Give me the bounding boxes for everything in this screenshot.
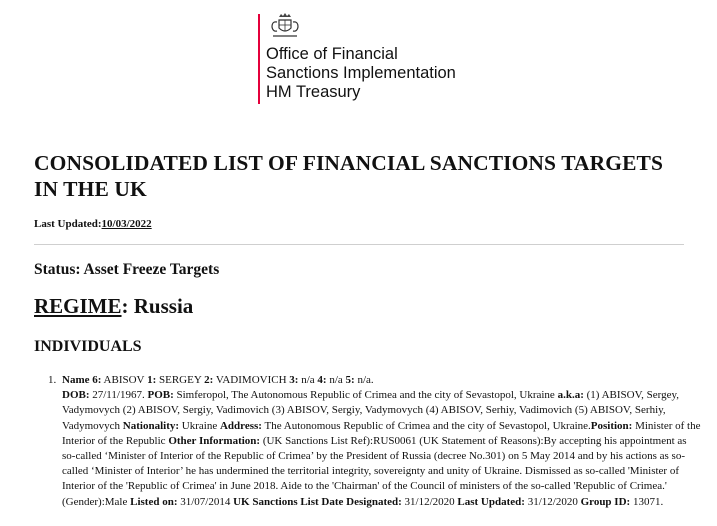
organisation-name: [266, 45, 456, 102]
last-updated-date: 10/03/2022: [101, 218, 152, 230]
org-line-2: Sanctions Implementation: [266, 64, 456, 82]
org-line-3: HM Treasury: [266, 83, 361, 101]
section-heading: INDIVIDUALS: [34, 338, 142, 355]
other-info-value: (UK Sanctions List Ref):RUS0061 (UK Statement of Reasons):By accepting his appointment as so-called ‘Minister of Interior of the Republic of Crimea’ by the President of Russia (decree No.301) on 5 May 2014 and by his actions as so-called ‘Minister of Interior’ he has undermined the territorial integrity, sovereignty and unity of Ukraine. Dismissed as so-called 'Minister of Interior of the 'Republic of Crimea' in June 2018. Aide to the 'Chairman' of the Council of ministers of the so-called 'Republic of Crimea.' (Gender):Male: [62, 434, 687, 508]
last-updated: [34, 218, 152, 230]
name-3: n/a: [298, 374, 318, 386]
position-value: Minister of the Interior of the Republic: [62, 419, 701, 447]
address-value: The Autonomous Republic of Crimea and the city of Sevastopol, Ukraine.: [261, 419, 591, 432]
dob-label: DOB:: [62, 389, 90, 402]
royal-coat-of-arms-icon: [268, 12, 302, 42]
pob-label: POB:: [147, 389, 174, 402]
regime-label: REGIME: [34, 294, 122, 318]
org-line-1: Office of Financial: [266, 45, 398, 63]
pob-value: Simferopol, The Autonomous Republic of Crimea and the city of Sevastopol, Ukraine: [173, 389, 558, 402]
name-6: ABISOV: [101, 374, 148, 386]
regime-value: Russia: [128, 294, 194, 318]
document-title: CONSOLIDATED LIST OF FINANCIAL SANCTIONS TARGETS IN THE UK: [34, 151, 664, 201]
name-4: n/a: [326, 374, 346, 386]
entry-updated-label: Last Updated:: [457, 495, 525, 508]
aka-label: a.k.a:: [557, 389, 584, 402]
brand-accent-rule: [258, 14, 260, 104]
listed-on-label: Listed on:: [130, 495, 178, 508]
entry-updated-value: 31/12/2020: [524, 495, 581, 508]
name-5: n/a.: [354, 374, 374, 386]
aka-value: (1) ABISOV, Sergey, Vadymovych (2) ABISOV, Sergiy, Vadimovich (3) ABISOV, Sergiy, Vadymovych (4) ABISOV, Serhiy, Vadimovich (5) ABISOV, Serhiy, Vadymovych: [62, 389, 679, 432]
name-3-label: 3:: [289, 374, 299, 386]
name-5-label: 5:: [345, 374, 355, 386]
group-id-label: Group ID:: [580, 495, 631, 508]
address-label: Address:: [219, 419, 262, 432]
status-heading: Status: Asset Freeze Targets: [34, 261, 220, 278]
name-2-label: 2:: [204, 374, 214, 386]
list-item: [48, 373, 702, 510]
name-1-label: 1:: [147, 374, 157, 386]
date-designated-label: UK Sanctions List Date Designated:: [233, 495, 402, 508]
regime-heading: [34, 294, 193, 319]
name-4-label: 4:: [317, 374, 327, 386]
name-1: SERGEY: [156, 374, 205, 386]
regime-separator: :: [121, 294, 129, 318]
name-label: Name 6:: [62, 374, 102, 386]
group-id-value: 13071.: [630, 495, 664, 508]
entry-number: 1.: [48, 374, 57, 386]
name-2: VADIMOVICH: [213, 374, 290, 386]
nationality-value: Ukraine: [179, 419, 220, 432]
position-label: Position:: [590, 419, 633, 432]
divider: [34, 244, 684, 245]
date-designated-value: 31/12/2020: [401, 495, 458, 508]
nationality-label: Nationality:: [122, 419, 180, 432]
other-info-label: Other Information:: [168, 434, 261, 447]
last-updated-label: Last Updated:: [34, 218, 102, 230]
listed-on-value: 31/07/2014: [177, 495, 234, 508]
dob-value: 27/11/1967.: [89, 389, 148, 402]
